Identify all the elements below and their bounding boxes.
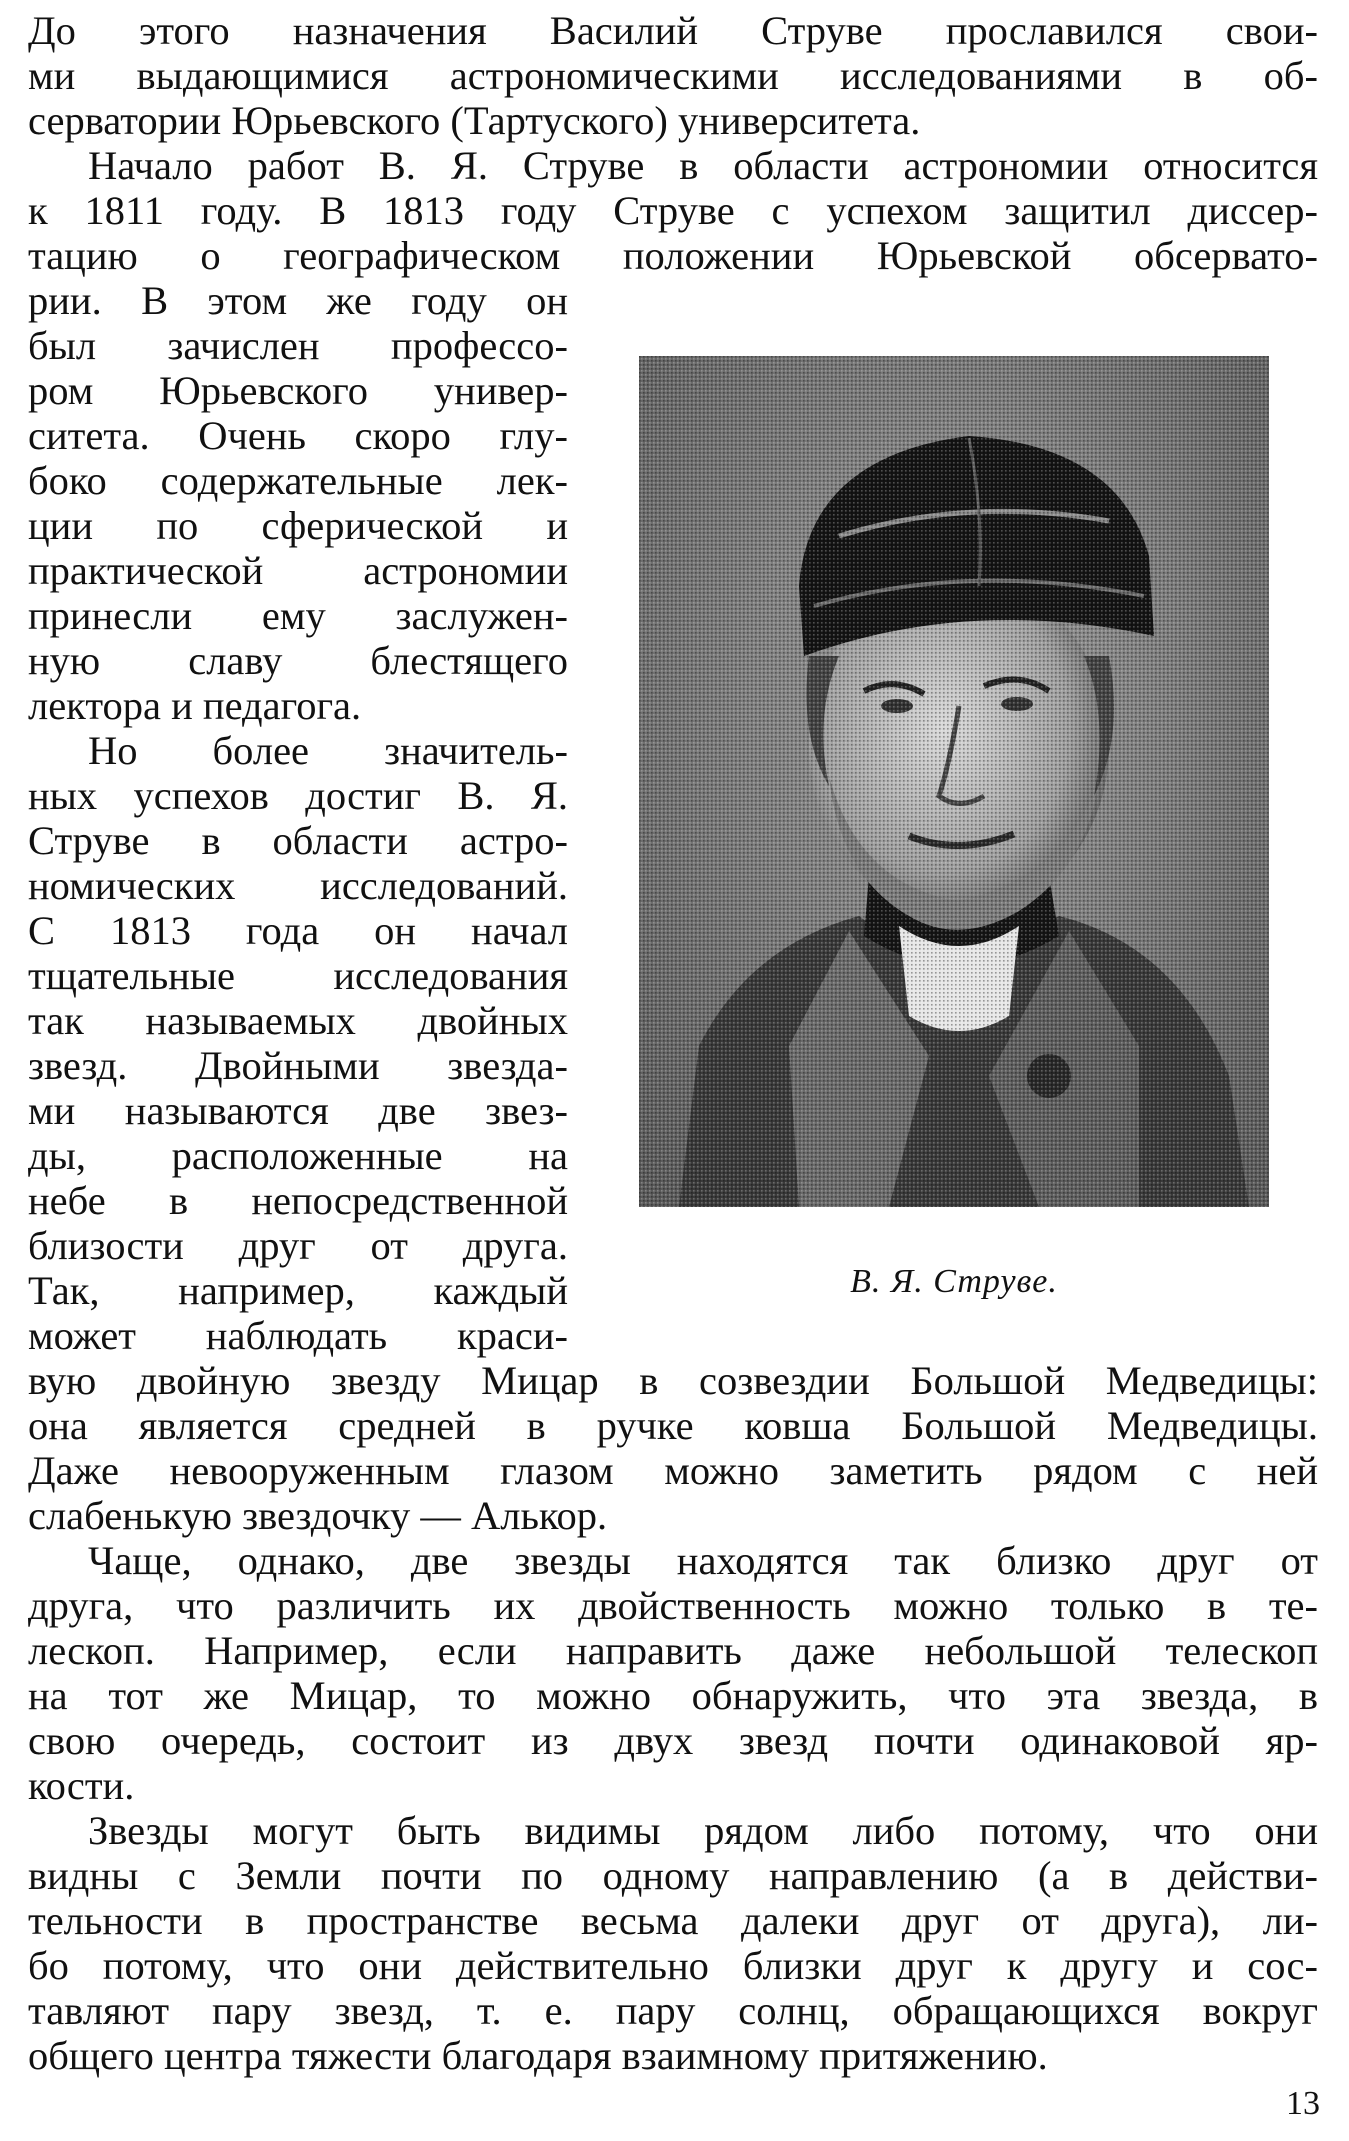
text-line: лескоп. Например, если направить даже небольшой телескоп <box>28 1628 1318 1673</box>
text-line: тацию о географическом положении Юрьевской обсервато- <box>28 233 1318 278</box>
text-line: тщательные исследования <box>28 953 568 998</box>
text-line: серватории Юрьевского (Тартуского) университета. <box>28 98 921 143</box>
text-line: может наблюдать краси- <box>28 1313 568 1358</box>
text-line: ции по сферической и <box>28 503 568 548</box>
text-line: близости друг от друга. <box>28 1223 568 1268</box>
text-line: практической астрономии <box>28 548 568 593</box>
text-line: боко содержательные лек- <box>28 458 568 503</box>
text-line: Начало работ В. Я. Струве в области астрономии относится <box>88 143 1318 188</box>
portrait-image <box>639 356 1269 1207</box>
text-line: Но более значитель- <box>88 728 568 773</box>
text-line: видны с Земли почти по одному направлению (а в действи- <box>28 1853 1318 1898</box>
text-line: ды, расположенные на <box>28 1133 568 1178</box>
text-line: слабенькую звездочку — Алькор. <box>28 1493 608 1538</box>
text-line: вую двойную звезду Мицар в созвездии Большой Медведицы: <box>28 1358 1318 1403</box>
text-line: ную славу блестящего <box>28 638 568 683</box>
text-line: свою очередь, состоит из двух звезд почти одинаковой яр- <box>28 1718 1318 1763</box>
text-line: Так, например, каждый <box>28 1268 568 1313</box>
text-line: она является средней в ручке ковша Большой Медведицы. <box>28 1403 1318 1448</box>
text-line: к 1811 году. В 1813 году Струве с успехом защитил диссер- <box>28 188 1318 233</box>
text-line: ми называются две звез- <box>28 1088 568 1133</box>
text-line: Даже невооруженным глазом можно заметить рядом с ней <box>28 1448 1318 1493</box>
text-line: лектора и педагога. <box>28 683 362 728</box>
text-line: так называемых двойных <box>28 998 568 1043</box>
text-line: общего центра тяжести благодаря взаимному притяжению. <box>28 2033 1048 2078</box>
text-line: ситета. Очень скоро глу- <box>28 413 568 458</box>
text-line: рии. В этом же году он <box>28 278 568 323</box>
page-number: 13 <box>1286 2085 1320 2122</box>
text-line: ных успехов достиг В. Я. <box>28 773 568 818</box>
figure-caption: В. Я. Струве. <box>850 1263 1058 1300</box>
text-line: До этого назначения Василий Струве прославился свои- <box>28 8 1318 53</box>
text-line: С 1813 года он начал <box>28 908 568 953</box>
text-line: принесли ему заслужен- <box>28 593 568 638</box>
text-line: Струве в области астро- <box>28 818 568 863</box>
text-line: кости. <box>28 1763 135 1808</box>
text-line: был зачислен профессо- <box>28 323 568 368</box>
text-line: небе в непосредственной <box>28 1178 568 1223</box>
text-line: ром Юрьевского универ- <box>28 368 568 413</box>
text-line: номических исследований. <box>28 863 568 908</box>
text-line: тавляют пару звезд, т. е. пару солнц, обращающихся вокруг <box>28 1988 1318 2033</box>
text-line: друга, что различить их двойственность можно только в те- <box>28 1583 1318 1628</box>
text-line: тельности в пространстве весьма далеки друг от друга), ли- <box>28 1898 1318 1943</box>
text-line: бо потому, что они действительно близки друг к другу и сос- <box>28 1943 1318 1988</box>
text-line: ми выдающимися астрономическими исследованиями в об- <box>28 53 1318 98</box>
text-line: Звезды могут быть видимы рядом либо потому, что они <box>88 1808 1318 1853</box>
text-line: Чаще, однако, две звезды находятся так близко друг от <box>88 1538 1318 1583</box>
text-line: на тот же Мицар, то можно обнаружить, что эта звезда, в <box>28 1673 1318 1718</box>
text-line: звезд. Двойными звезда- <box>28 1043 568 1088</box>
